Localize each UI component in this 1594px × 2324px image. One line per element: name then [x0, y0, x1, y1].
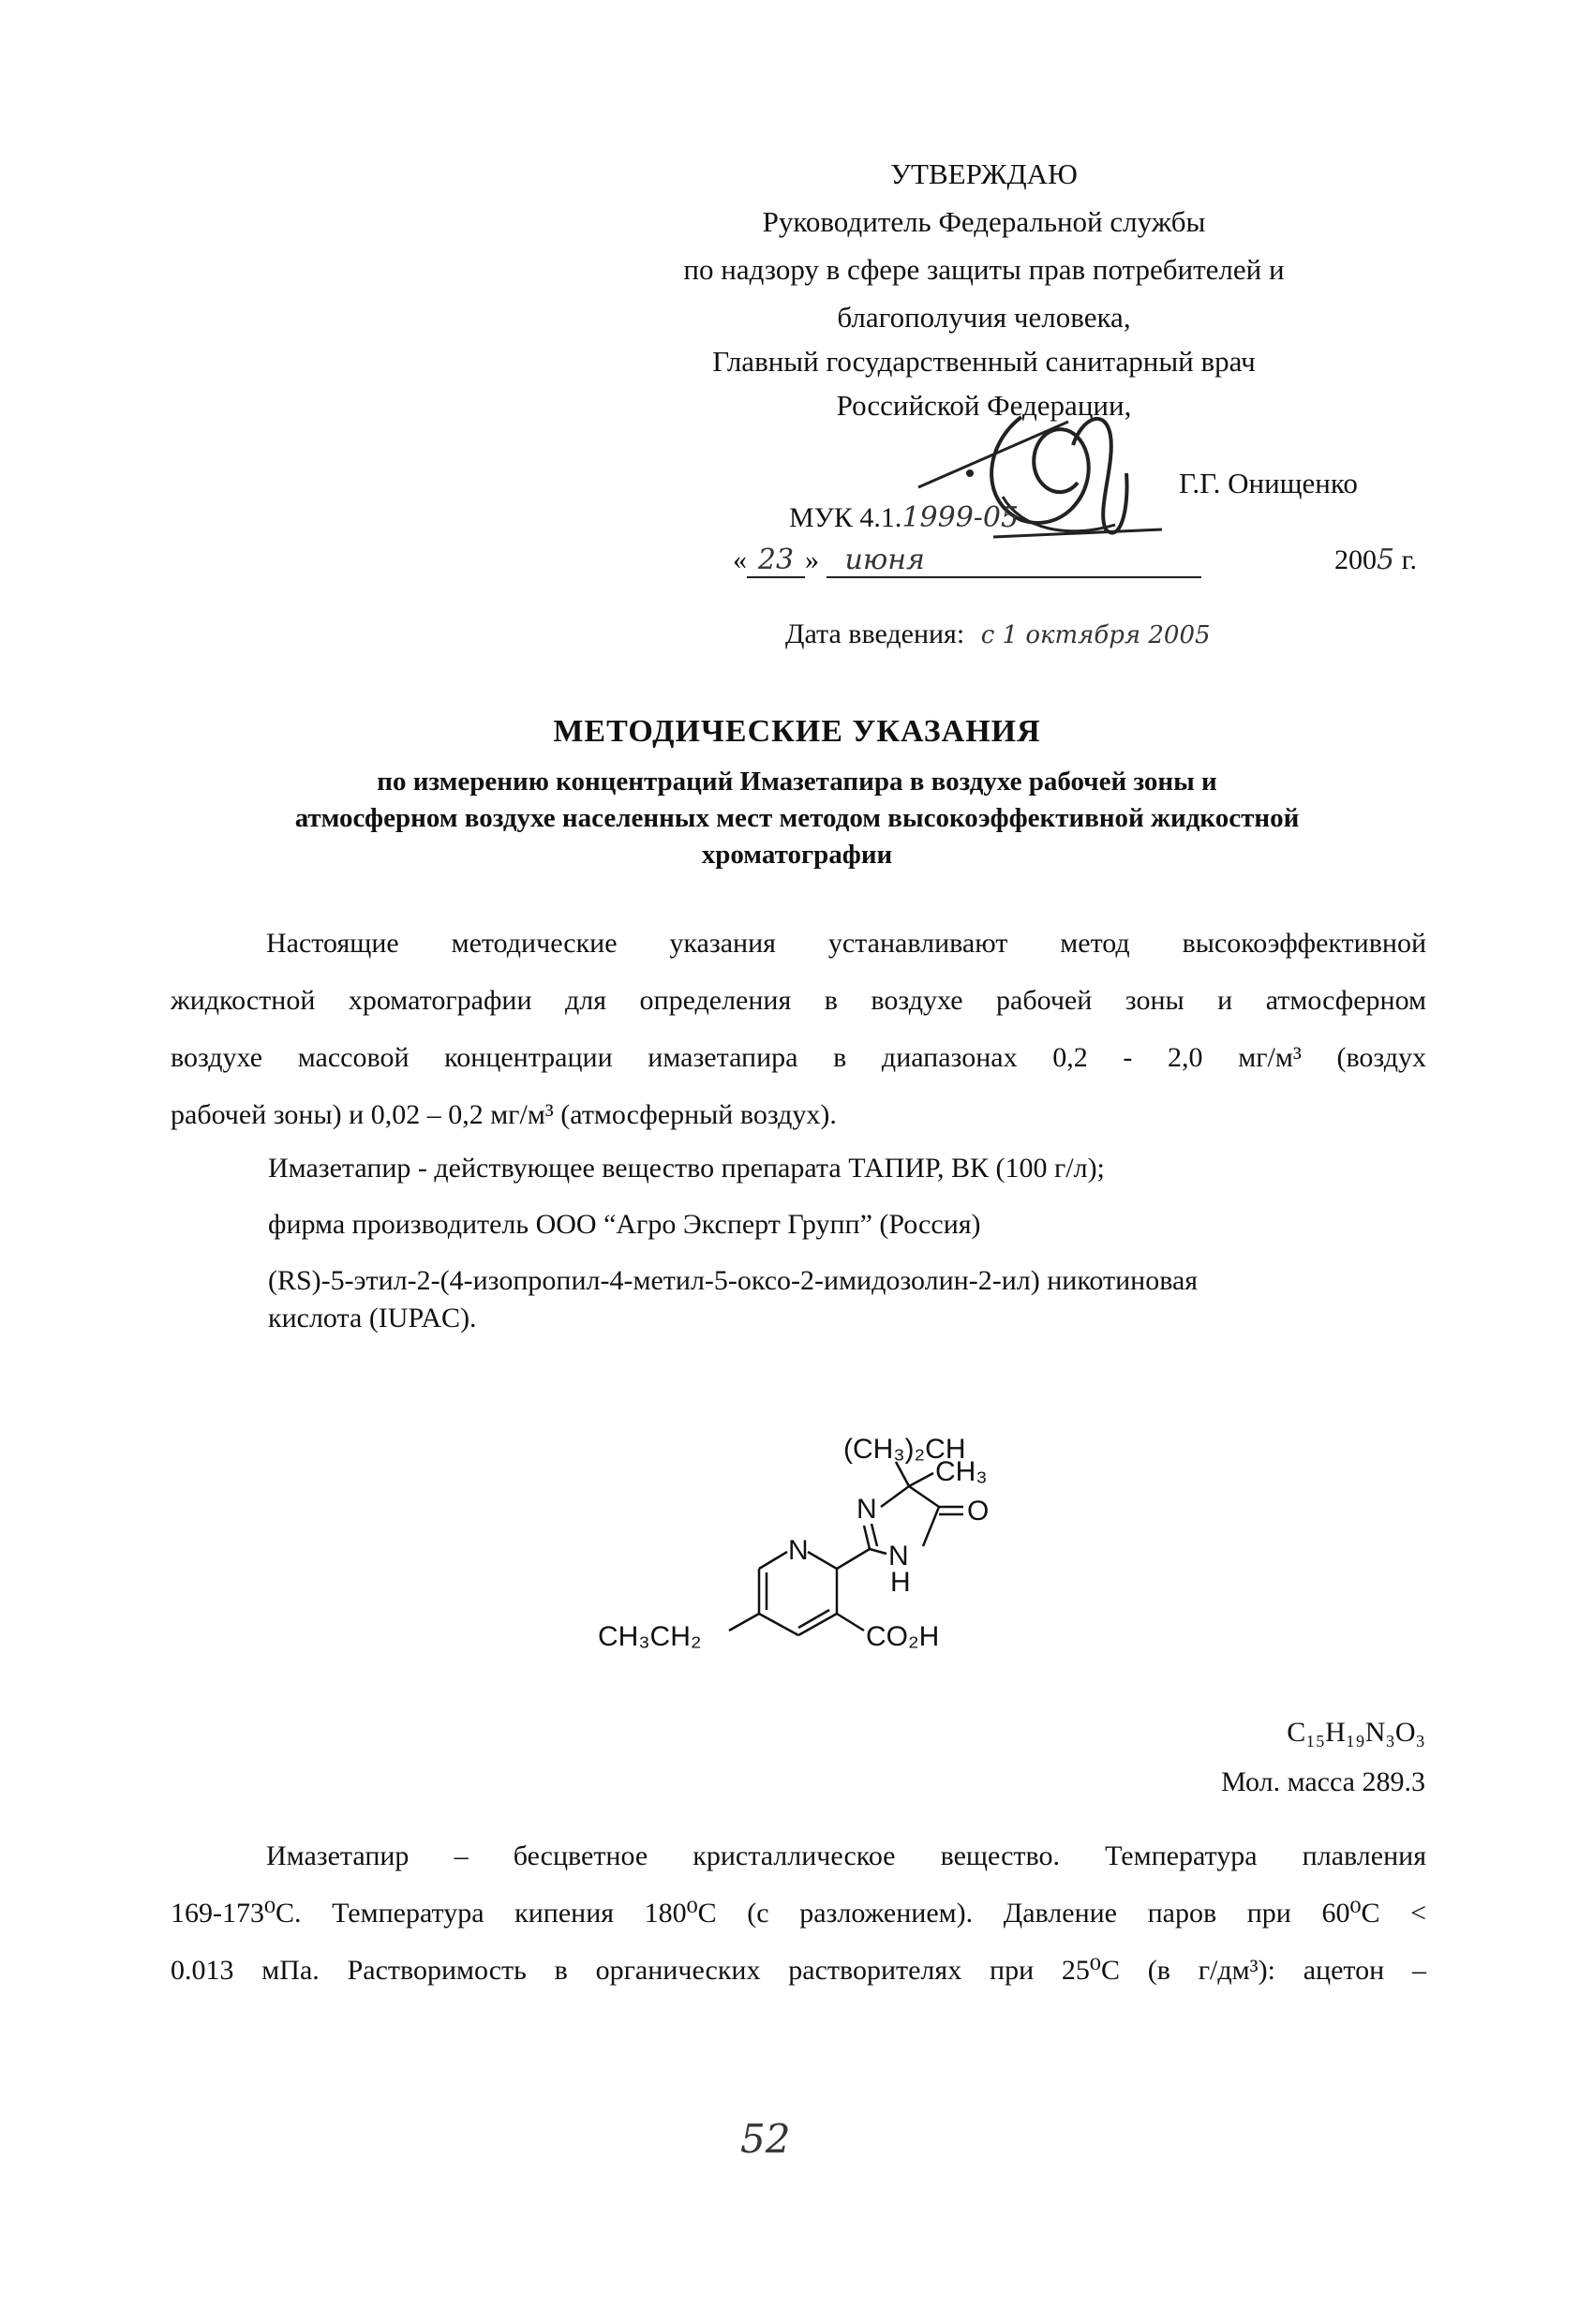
approval-line-3: благополучия человека, — [837, 301, 1131, 334]
approval-date — [733, 544, 1417, 578]
document-subtitle-line-2: атмосферном воздухе населенных мест методом высокоэффективной жидкостной — [294, 803, 1300, 833]
properties-line-2: 169-173⁰С. Температура кипения 180⁰С (с разложением). Давление паров при 60⁰С < — [171, 1898, 1426, 1929]
introduction-date — [785, 618, 1211, 650]
document-subtitle-line-1: по измерению концентраций Имазетапира в воздухе рабочей зоны и — [377, 767, 1217, 797]
page-number: 52 — [740, 2116, 791, 2162]
muk-number — [789, 501, 1019, 534]
label-nh-h: H — [890, 1567, 911, 1598]
introduction-date-label: Дата введения: — [785, 618, 965, 649]
date-open-quote: « — [733, 544, 747, 575]
muk-number-handwritten: 1999-05 — [901, 501, 1020, 534]
approval-line-5: Российской Федерации, — [836, 389, 1132, 422]
label-nh-n: N — [888, 1541, 909, 1572]
approval-line-1: Руководитель Федеральной службы — [762, 205, 1206, 238]
intro-line-2: жидкостной хроматографии для определения в воздухе рабочей зоны и атмосферном — [171, 985, 1426, 1016]
label-methyl: CH₃ — [935, 1456, 988, 1487]
date-year-printed: 200 — [1333, 544, 1377, 575]
properties-line-3: 0.013 мПа. Растворимость в органических растворителях при 25⁰С (в г/дм³): ацетон – — [171, 1955, 1426, 1986]
date-year-suffix: г. — [1401, 544, 1417, 575]
introduction-date-value: с 1 октября 2005 — [980, 621, 1211, 649]
date-day: 23 — [747, 544, 805, 578]
molecular-formula: C₁₅H₁₉N₃O₃ — [1287, 1717, 1425, 1748]
label-ethyl: CH₃CH₂ — [598, 1621, 702, 1652]
label-oxo: O — [967, 1496, 990, 1527]
date-month: июня — [827, 544, 1201, 578]
label-isopropyl: (CH₃)₂CH — [843, 1434, 966, 1465]
molecular-mass: Мол. масса 289.3 — [1221, 1766, 1425, 1797]
label-carboxyl: CO₂H — [866, 1621, 940, 1652]
document-title: МЕТОДИЧЕСКИЕ УКАЗАНИЯ — [553, 714, 1041, 749]
manufacturer-line: фирма производитель ООО “Агро Эксперт Групп” (Россия) — [268, 1209, 981, 1240]
label-n-pyridine: N — [788, 1535, 809, 1566]
approval-line-2: по надзору в сфере защиты прав потребителей и — [683, 253, 1285, 286]
intro-line-3: воздухе массовой концентрации имазетапира в диапазонах 0,2 - 2,0 мг/м³ (воздух — [171, 1042, 1426, 1073]
intro-line-4: рабочей зоны) и 0,02 – 0,2 мг/м³ (атмосферный воздух). — [171, 1099, 837, 1130]
approval-title: УТВЕРЖДАЮ — [890, 157, 1078, 190]
properties-paragraph — [171, 1827, 1426, 1999]
muk-prefix: МУК 4.1. — [789, 502, 902, 533]
date-close-quote: » — [805, 544, 819, 575]
approval-line-4: Главный государственный санитарный врач — [712, 345, 1256, 378]
date-year-handwritten: 5 — [1376, 544, 1395, 576]
properties-line-1: Имазетапир – бесцветное кристаллическое вещество. Температура плавления — [266, 1840, 1426, 1871]
iupac-name-line-1: (RS)-5-этил-2-(4-изопропил-4-метил-5-оксо-2-имидозолин-2-ил) никотиновая — [268, 1265, 1199, 1296]
active-substance-line: Имазетапир - действующее вещество препарата ТАПИР, ВК (100 г/л); — [268, 1153, 1105, 1184]
structural-formula — [562, 1406, 1087, 1687]
intro-line-1: Настоящие методические указания устанавливают метод высокоэффективной — [266, 928, 1426, 959]
signatory-name: Г.Г. Онищенко — [1179, 467, 1358, 499]
document-subtitle-line-3: хроматографии — [701, 840, 893, 870]
iupac-name-line-2: кислота (IUPAC). — [268, 1303, 477, 1333]
bonds — [729, 1462, 963, 1635]
intro-paragraph — [171, 915, 1426, 1143]
label-n-imidazoline: N — [857, 1494, 877, 1525]
